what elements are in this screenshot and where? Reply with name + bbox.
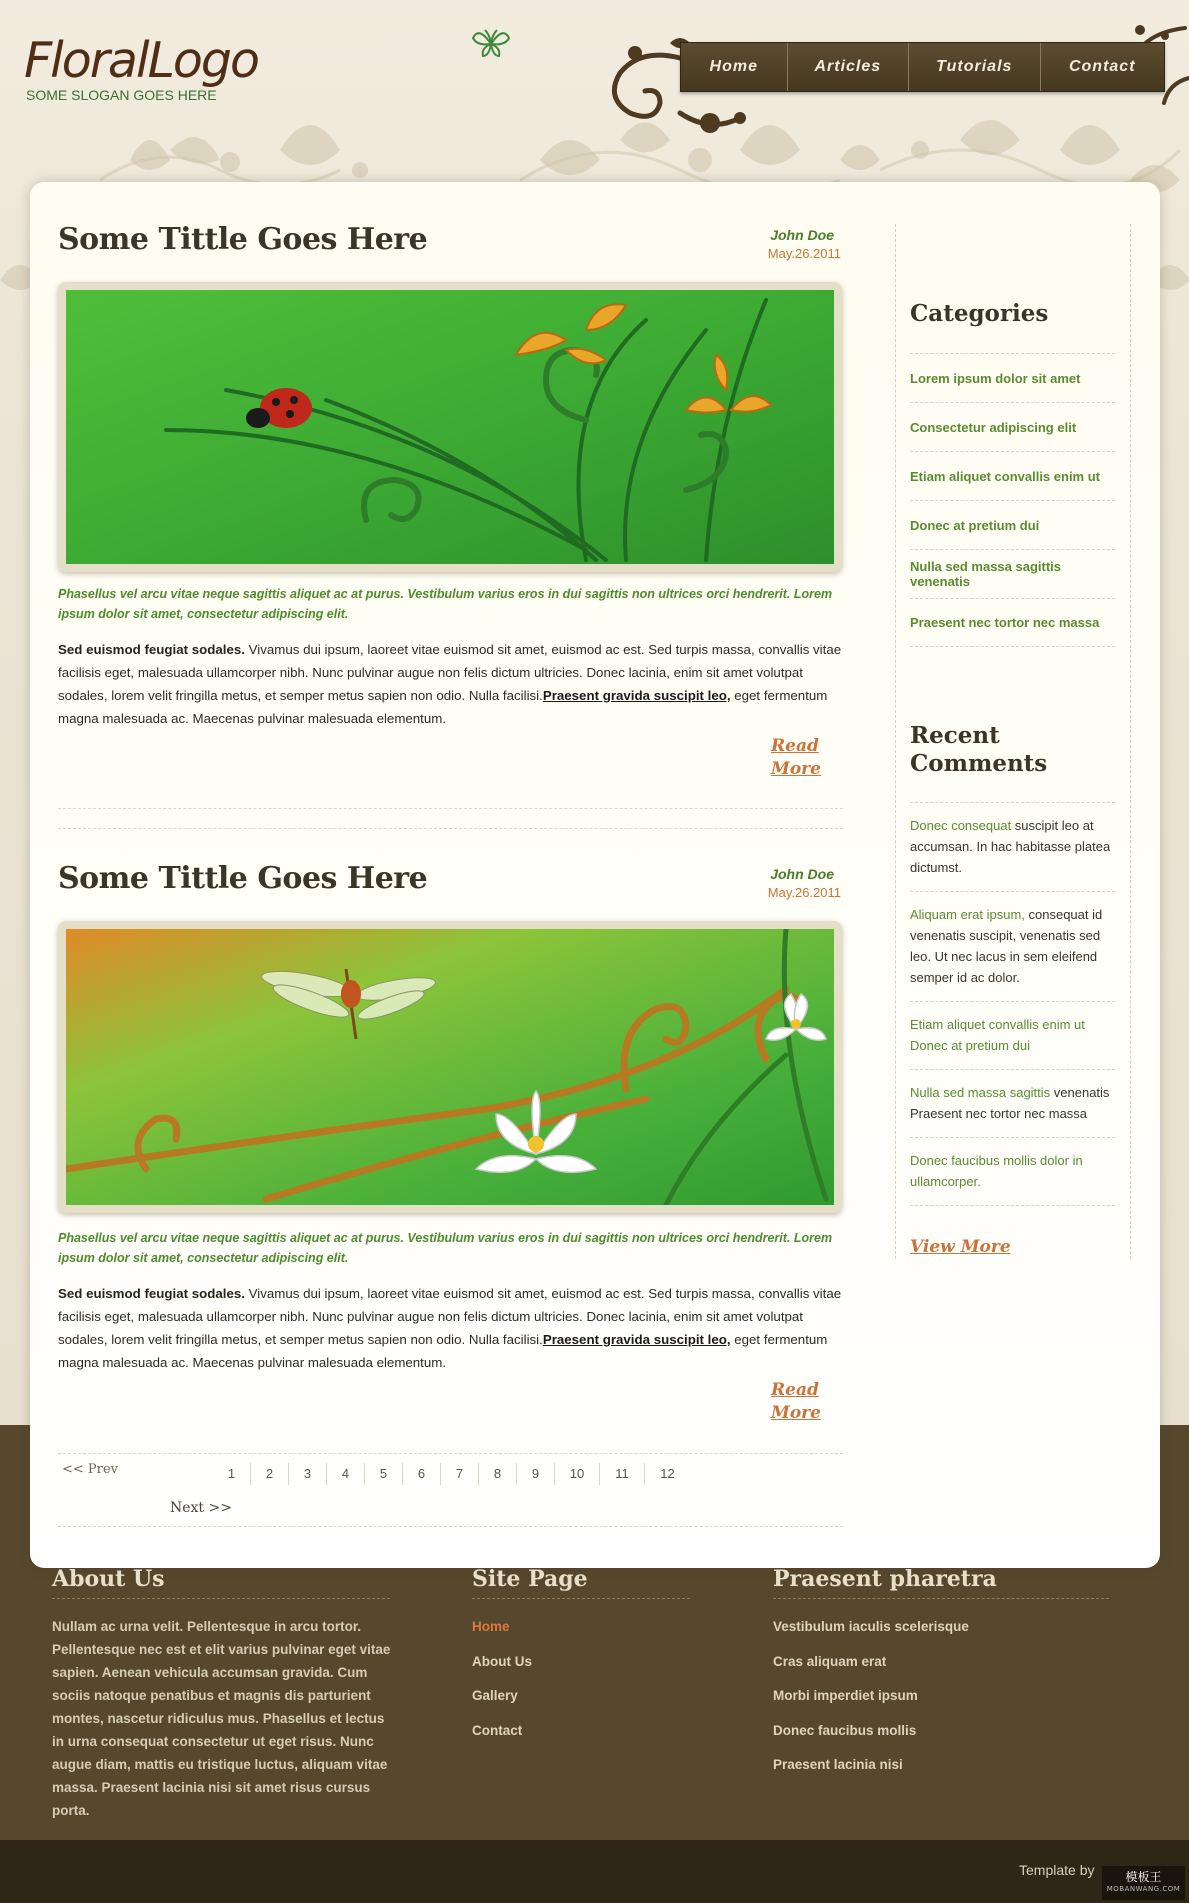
pagination-page[interactable]: 11 — [600, 1463, 645, 1485]
about-us-text: Nullam ac urna velit. Pellentesque in arcu tortor. Pellentesque nec est et elit varius pulvinar eget vitae sapien. Aenean vehicula accumsan gravida. Cum sociis natoque penatibus et magnis dis parturient montes, nascetur ridiculus mus. Phasellus et lectus in urna consequat consectetur ut eget risus. Nunc augue diam, mattis eu tristique luctus, aliquam vitae massa. Praesent lacinia nisi sit amet risus cursus porta. — [52, 1619, 391, 1818]
template-credit[interactable]: Template by — [1019, 1862, 1095, 1878]
pagination-page[interactable]: 8 — [479, 1463, 517, 1485]
footer-link[interactable]: Vestibulum iaculis scelerisque — [773, 1619, 969, 1634]
category-link[interactable]: Lorem ipsum dolor sit amet — [910, 353, 1115, 402]
pagination-page[interactable]: 1 — [213, 1463, 251, 1485]
heading-line: Recent — [910, 722, 1000, 749]
post-body — [58, 638, 843, 730]
praesent-heading: Praesent pharetra — [773, 1566, 1109, 1599]
pagination-divider — [58, 1526, 843, 1527]
nav-contact[interactable]: Contact — [1041, 43, 1164, 91]
post-inline-link[interactable]: Praesent gravida suscipit leo, — [542, 1332, 731, 1347]
pagination-page[interactable]: 3 — [289, 1463, 327, 1485]
sidebar-divider — [895, 224, 896, 1259]
post-lead: Sed euismod feugiat sodales. — [58, 1286, 245, 1301]
pagination-page[interactable]: 2 — [251, 1463, 289, 1485]
category-link[interactable]: Donec at pretium dui — [910, 500, 1115, 549]
post-image-frame — [58, 282, 842, 572]
site-page-heading: Site Page — [472, 1566, 690, 1599]
post-divider — [58, 828, 843, 829]
sidebar-divider — [1130, 224, 1131, 1259]
pagination-pages — [213, 1463, 690, 1485]
categories-list — [910, 353, 1115, 647]
pagination-page[interactable]: 4 — [327, 1463, 365, 1485]
post-image-frame — [58, 921, 842, 1213]
post-text: Vivamus dui ipsum, laoreet vitae euismod sit amet, euismod ac est. Sed turpis massa, convallis vitae facilisis eget, malesuada ullamcorper nibh. Nunc pulvinar augue non felis dictum ultricies. Donec lacinia, enim sit amet volutpat sodales, lorem velit fringilla metus, et semper metus sapien non odio. Nulla facilisi. — [58, 1286, 842, 1347]
pagination-page[interactable]: 12 — [660, 1466, 675, 1481]
butterfly-icon — [469, 26, 513, 60]
post-inline-link[interactable]: Praesent gravida suscipit leo, — [542, 688, 731, 703]
post-author[interactable]: John Doe — [770, 866, 834, 882]
comment-link[interactable]: Aliquam erat ipsum, — [910, 907, 1025, 922]
site-page-links — [472, 1616, 532, 1754]
praesent-links — [773, 1616, 969, 1789]
post-lead: Sed euismod feugiat sodales. — [58, 642, 245, 657]
post-date: May.26.2011 — [767, 246, 841, 261]
footer-link[interactable]: Morbi imperdiet ipsum — [773, 1688, 918, 1703]
recent-comments-heading — [910, 722, 1047, 778]
comment-text: consequat id venenatis suscipit, venenatis sed leo. Ut nec lacus in sem eleifend semper id ac dolor. — [910, 907, 1103, 985]
dragonfly-water-lily-illustration — [66, 929, 834, 1205]
post-text: Vivamus dui ipsum, laoreet vitae euismod sit amet, euismod ac est. Sed turpis massa, convallis vitae facilisis eget, malesuada ullamcorper nibh. Nunc pulvinar augue non felis dictum ultricies. Donec lacinia, enim sit amet volutpat sodales, lorem velit fringilla metus, et semper metus sapien non odio. Nulla facilisi. — [58, 642, 842, 703]
view-more-link[interactable]: View More — [910, 1237, 1011, 1257]
category-link[interactable]: Etiam aliquet convallis enim ut — [910, 451, 1115, 500]
comment-link[interactable]: Etiam aliquet convallis enim ut Donec at pretium dui — [910, 1017, 1085, 1053]
comment-item — [910, 891, 1115, 1001]
post-title[interactable]: Some Tittle Goes Here — [58, 861, 428, 896]
footer-link-contact[interactable]: Contact — [472, 1722, 523, 1738]
post-intro: Phasellus vel arcu vitae neque sagittis aliquet ac at purus. Vestibulum varius eros in dui sagittis non ultrices orci hendrerit. Lorem ipsum dolor sit amet, consectetur adipiscing elit. — [58, 587, 833, 621]
read-more-label[interactable]: More — [771, 1403, 821, 1423]
comment-item — [910, 1069, 1115, 1137]
footer-link-gallery[interactable]: Gallery — [472, 1688, 518, 1703]
ladybug-illustration — [66, 290, 834, 564]
footer-link[interactable]: Cras aliquam erat — [773, 1653, 887, 1669]
watermark-logo — [1102, 1866, 1185, 1900]
footer-link-about[interactable]: About Us — [472, 1653, 532, 1669]
comment-item — [910, 1137, 1115, 1206]
category-link[interactable]: Praesent nec tortor nec massa — [910, 598, 1115, 647]
heading-line: Comments — [910, 750, 1048, 777]
footer-link-home[interactable]: Home — [472, 1619, 510, 1634]
bottom-bar — [0, 1840, 1189, 1903]
post-author[interactable]: John Doe — [770, 227, 834, 243]
post-title[interactable]: Some Tittle Goes Here — [58, 222, 428, 257]
pagination-page[interactable]: 6 — [403, 1463, 441, 1485]
read-more-link[interactable] — [771, 735, 831, 781]
pagination-page[interactable]: 10 — [555, 1463, 600, 1485]
read-more-link[interactable] — [771, 1379, 831, 1425]
footer-link[interactable]: Donec faucibus mollis — [773, 1722, 917, 1738]
main-navigation — [680, 42, 1165, 92]
pagination-page[interactable]: 5 — [365, 1463, 403, 1485]
post-text: eget fermentum magna malesuada ac. Maecenas pulvinar malesuada elementum. — [58, 1332, 828, 1370]
post-body — [58, 1282, 843, 1374]
watermark-text: 模板王 — [1125, 1870, 1162, 1884]
footer-link[interactable]: Praesent lacinia nisi — [773, 1757, 903, 1772]
categories-heading: Categories — [910, 300, 1049, 327]
pagination-divider — [58, 1453, 843, 1454]
pagination-prev[interactable]: << Prev — [62, 1462, 118, 1477]
read-more-label[interactable]: More — [771, 759, 821, 779]
nav-tutorials[interactable]: Tutorials — [909, 43, 1040, 91]
comment-text: venenatis Praesent nec tortor nec massa — [910, 1085, 1110, 1121]
pagination-page[interactable]: 9 — [517, 1463, 555, 1485]
watermark-subtext: MOBANWANG.COM — [1106, 1885, 1181, 1893]
site-logo[interactable]: FloralLogo — [24, 32, 258, 89]
recent-comments-list — [910, 802, 1115, 1206]
comment-link[interactable]: Donec faucibus mollis dolor in ullamcorper. — [910, 1153, 1083, 1189]
post-intro: Phasellus vel arcu vitae neque sagittis aliquet ac at purus. Vestibulum varius eros in dui sagittis non ultrices orci hendrerit. Lorem ipsum dolor sit amet, consectetur adipiscing elit. — [58, 1231, 833, 1265]
comment-item — [910, 1001, 1115, 1069]
comment-text: suscipit leo at accumsan. In hac habitasse platea dictumst. — [910, 818, 1111, 875]
nav-articles[interactable]: Articles — [788, 43, 910, 91]
post-date: May.26.2011 — [767, 885, 841, 900]
comment-item — [910, 802, 1115, 891]
post-text: eget fermentum magna malesuada ac. Maecenas pulvinar malesuada elementum. — [58, 688, 828, 726]
nav-home[interactable]: Home — [681, 43, 788, 91]
about-us-heading: About Us — [52, 1566, 390, 1599]
comment-link[interactable]: Donec consequat — [910, 818, 1012, 833]
pagination-next[interactable]: Next >> — [170, 1500, 232, 1516]
post-divider — [58, 808, 843, 809]
comment-link[interactable]: Nulla sed massa sagittis — [910, 1085, 1051, 1100]
category-link[interactable]: Consectetur adipiscing elit — [910, 402, 1115, 451]
read-more-label[interactable]: Read — [771, 736, 819, 756]
pagination-page[interactable]: 7 — [441, 1463, 479, 1485]
read-more-label[interactable]: Read — [771, 1380, 819, 1400]
site-slogan: SOME SLOGAN GOES HERE — [26, 87, 217, 103]
category-link[interactable]: Nulla sed massa sagittis venenatis — [910, 549, 1115, 598]
